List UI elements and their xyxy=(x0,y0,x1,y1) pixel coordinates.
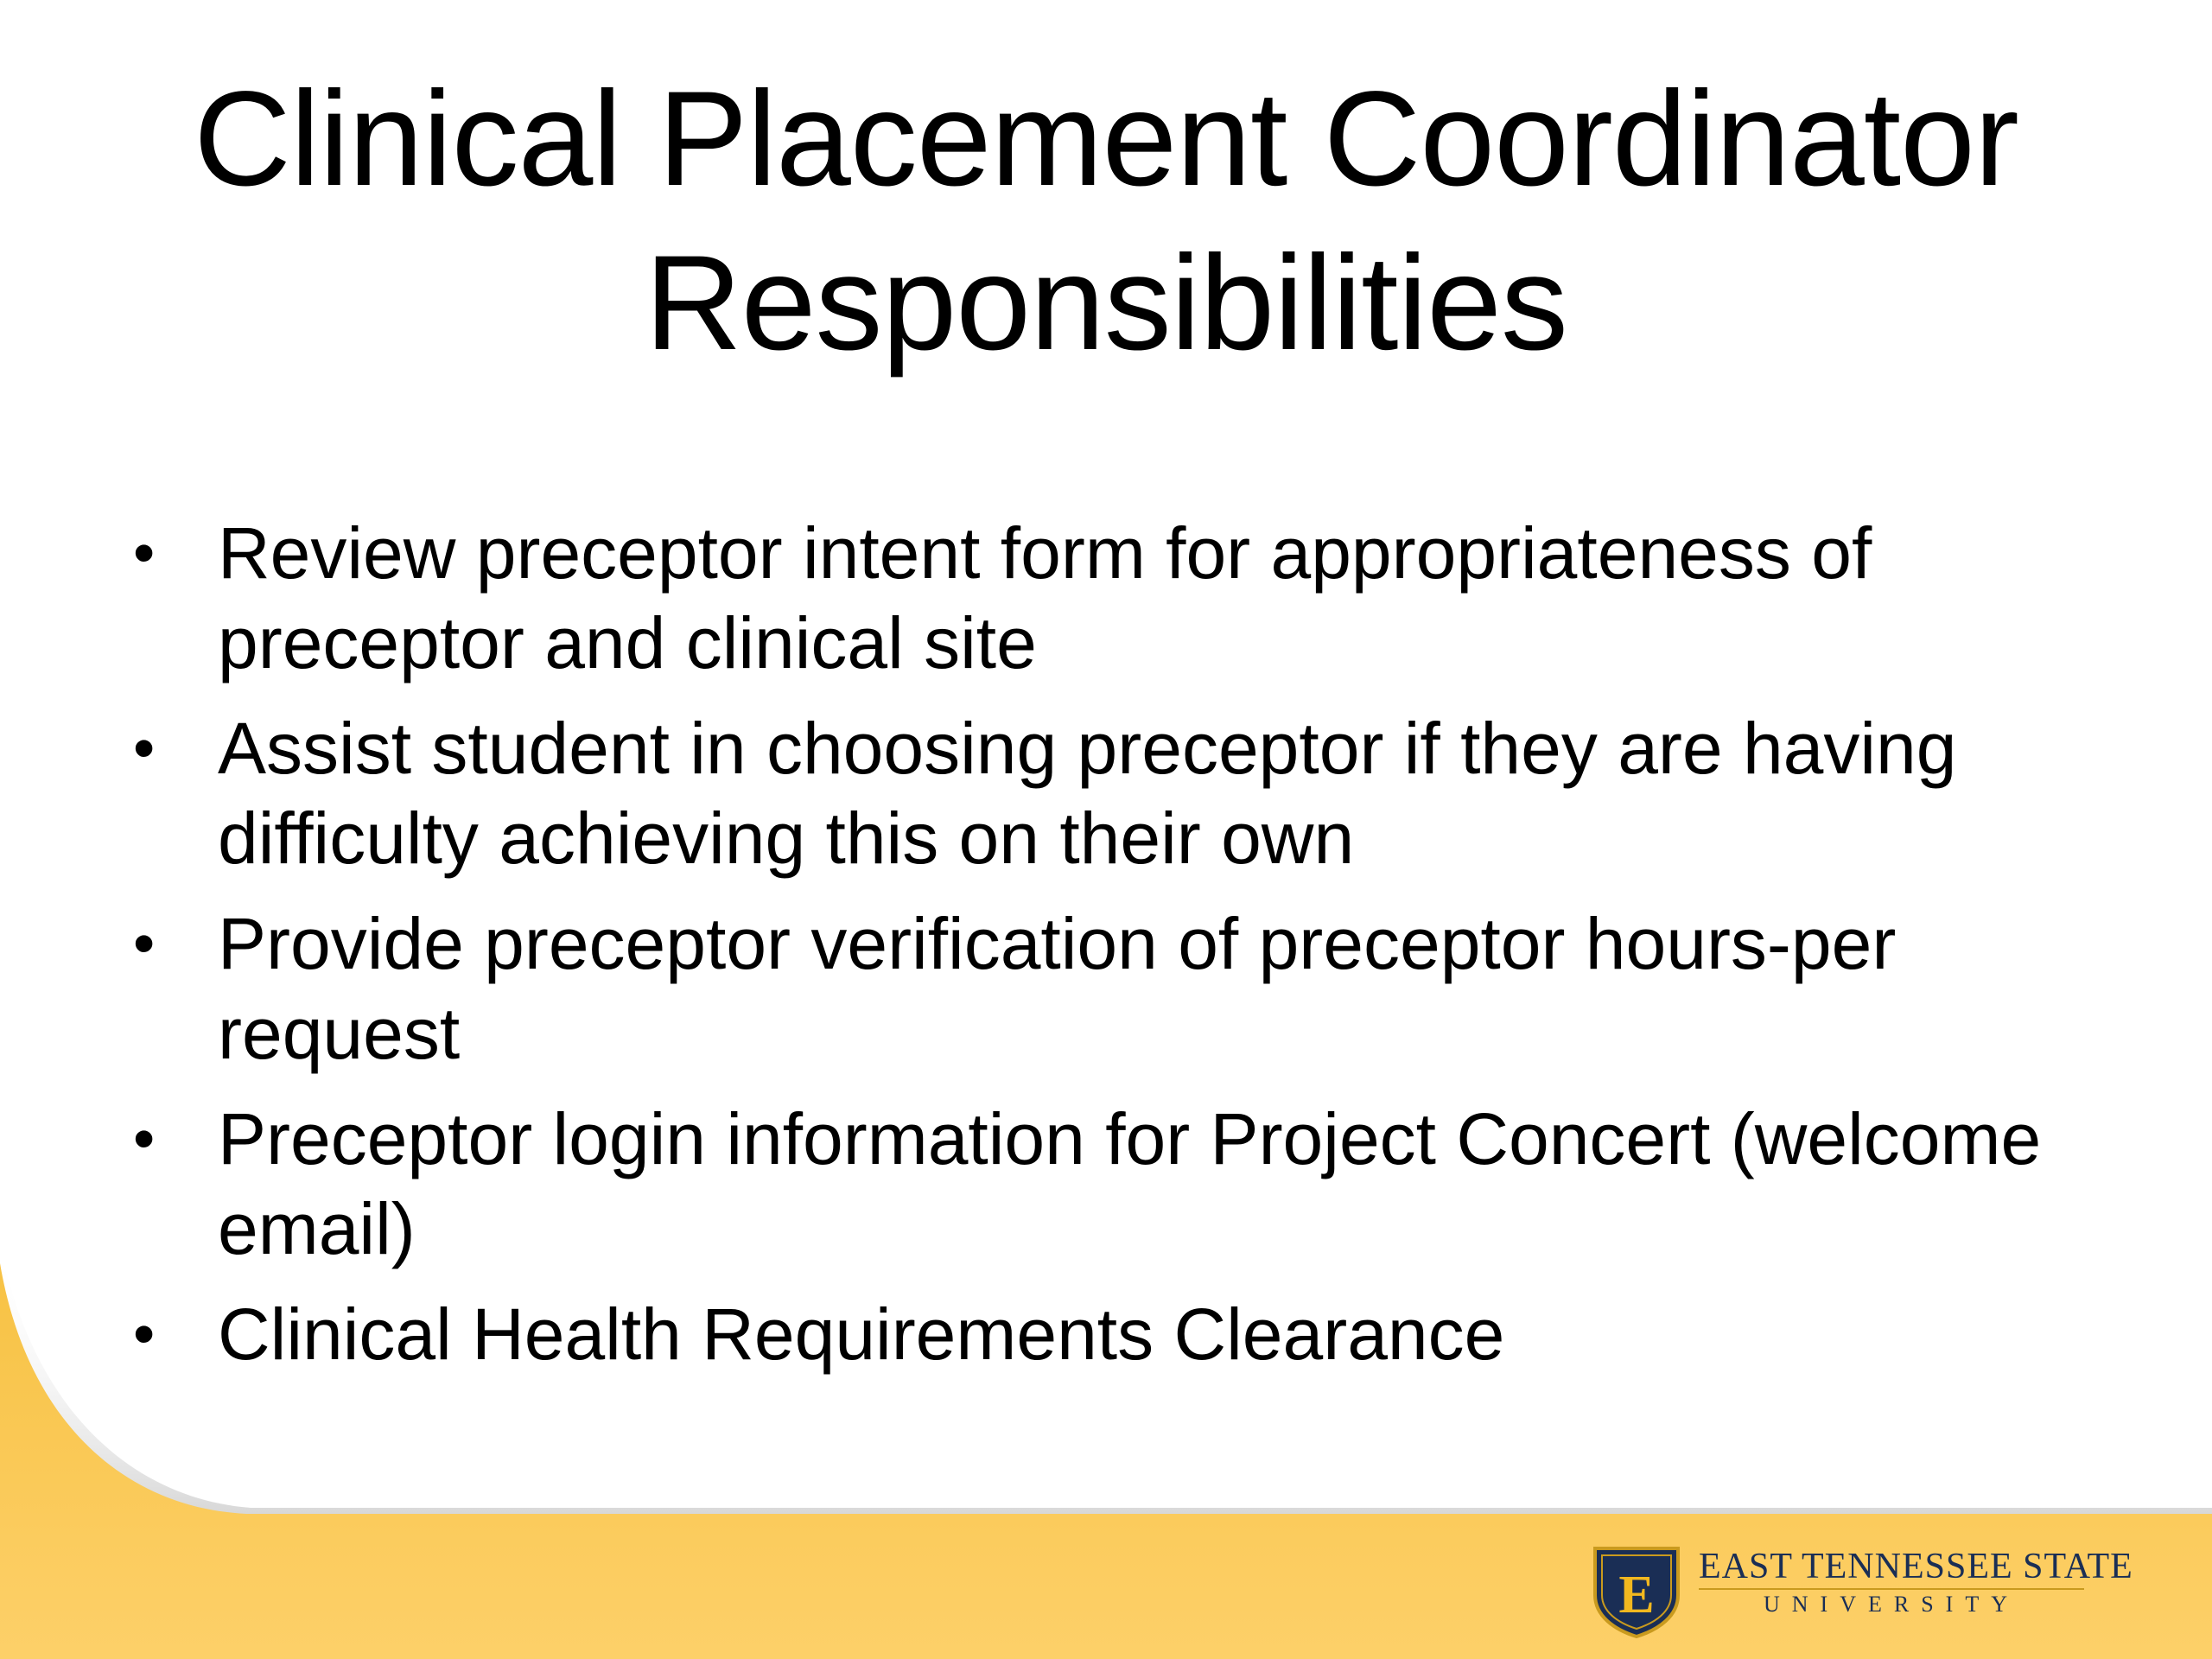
bullet-item xyxy=(128,508,2115,688)
bullet-icon: • xyxy=(133,909,156,978)
logo-wordmark xyxy=(1699,1545,2133,1619)
bullet-text: Preceptor login information for Project Concert (welcome email) xyxy=(218,1098,2042,1269)
logo-name-line-1: EAST TENNESSEE STATE xyxy=(1699,1547,2133,1586)
slide-title xyxy=(0,57,2212,385)
bullet-item xyxy=(128,899,2115,1078)
slide-title-line-1: Clinical Placement Coordinator xyxy=(194,64,2018,214)
etsu-logo xyxy=(1592,1545,2133,1640)
bullet-text: Clinical Health Requirements Clearance xyxy=(218,1294,1505,1375)
bullet-icon: • xyxy=(133,518,156,588)
bullet-item xyxy=(128,1094,2115,1274)
bullet-text: Review preceptor intent form for appropriateness of preceptor and clinical site xyxy=(218,512,1872,683)
bullet-icon: • xyxy=(133,1104,156,1173)
bullet-text: Assist student in choosing preceptor if they are having difficulty achieving this on their own xyxy=(218,708,1957,879)
logo-name-line-2: UNIVERSITY xyxy=(1764,1592,2019,1617)
logo-monogram: E xyxy=(1618,1566,1655,1624)
bullet-icon: • xyxy=(133,714,156,783)
etsu-shield-icon xyxy=(1592,1545,1681,1638)
bullet-icon: • xyxy=(133,1300,156,1369)
bullet-item xyxy=(128,1289,2115,1379)
bullet-text: Provide preceptor verification of preceptor hours-per request xyxy=(218,903,1897,1074)
slide-title-line-2: Responsibilities xyxy=(645,228,1567,378)
bullet-list xyxy=(128,508,2115,1395)
bullet-item xyxy=(128,703,2115,883)
